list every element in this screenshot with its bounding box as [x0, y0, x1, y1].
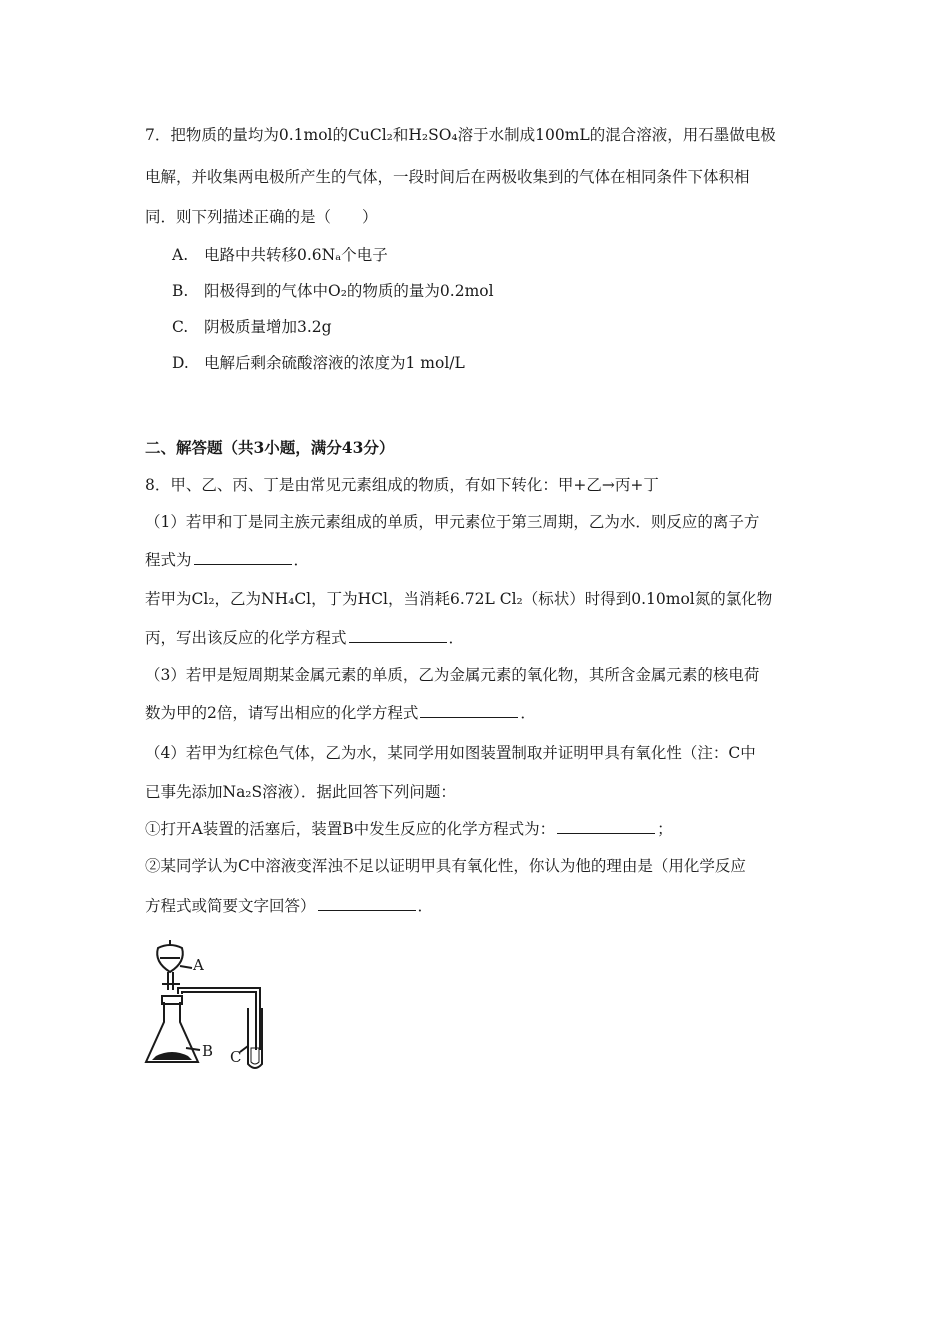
q7-line-3: 同．则下列描述正确的是（ ） [145, 208, 378, 226]
text: 丙，写出该反应的化学方程式 [145, 629, 347, 647]
answer-blank[interactable] [194, 550, 292, 565]
label-a: A [193, 956, 204, 974]
text: ． [417, 897, 434, 915]
text: 程式为 [145, 551, 192, 569]
q8-part4-line-1: （4）若甲为红棕色气体，乙为水，某同学用如图装置制取并证明甲具有氧化性（注：C中 [145, 744, 756, 762]
option-letter: D. [172, 354, 189, 372]
solid-reagent-b [152, 1052, 192, 1060]
label-c: C [230, 1048, 242, 1066]
option-letter: C. [172, 318, 189, 336]
text: 数为甲的2倍，请写出相应的化学方程式 [145, 704, 419, 722]
q8-part3-line-2 [145, 703, 536, 723]
answer-blank[interactable] [318, 896, 416, 911]
q7-option-b [172, 281, 494, 301]
q8-part4-line-2: 已事先添加Na₂S溶液）．据此回答下列问题： [145, 783, 456, 801]
q8-sub-2-line-1: ②某同学认为C中溶液变浑浊不足以证明甲具有氧化性，你认为他的理由是（用化学反应 [145, 857, 746, 875]
q8-part2-line-2 [145, 628, 464, 648]
solution-c [251, 1048, 259, 1064]
option-text: 阴极质量增加3.2g [204, 318, 332, 336]
text: 方程式或简要文字回答） [145, 897, 316, 915]
q8-part1-line-1: （1）若甲和丁是同主族元素组成的单质，甲元素位于第三周期，乙为水．则反应的离子方 [145, 513, 760, 531]
q8-part3-line-1: （3）若甲是短周期某金属元素的单质，乙为金属元素的氧化物，其所含金属元素的核电荷 [145, 666, 760, 684]
apparatus-figure [140, 938, 280, 1073]
q7-option-c [172, 317, 332, 337]
label-b-pointer [186, 1048, 200, 1050]
option-letter: A. [172, 246, 189, 264]
option-text: 阳极得到的气体中O₂的物质的量为0.2mol [204, 282, 494, 300]
text: ． [520, 704, 536, 722]
q8-sub-2-line-2 [145, 896, 433, 916]
label-a-pointer [180, 966, 192, 968]
option-letter: B. [172, 282, 189, 300]
answer-blank[interactable] [420, 703, 518, 718]
text: ； [657, 820, 673, 838]
option-text: 电路中共转移0.6Nₐ个电子 [204, 246, 388, 264]
text: ． [293, 551, 310, 569]
q7-line-2: 电解，并收集两电极所产生的气体，一段时间后在两极收集到的气体在相同条件下体积相 [145, 168, 750, 186]
q8-part2-line-1: 若甲为Cl₂，乙为NH₄Cl，丁为HCl，当消耗6.72L Cl₂（标状）时得到0.10mol氮的氯化物 [145, 590, 773, 608]
q7-option-a [172, 245, 388, 265]
answer-blank[interactable] [557, 819, 655, 834]
section-heading: 二、解答题（共3小题，满分43分） [145, 438, 395, 457]
q7-line-1: 7．把物质的量均为0.1mol的CuCl₂和H₂SO₄溶于水制成100mL的混合溶液，用石墨做电极 [145, 126, 776, 144]
q8-part1-line-2 [145, 550, 309, 570]
q7-option-d [172, 353, 465, 373]
option-text: 电解后剩余硫酸溶液的浓度为1 mol/L [204, 354, 465, 372]
q8-sub-1 [145, 819, 673, 839]
q8-intro: 8．甲、乙、丙、丁是由常见元素组成的物质，有如下转化：甲+乙→丙+丁 [145, 476, 659, 494]
answer-blank[interactable] [349, 628, 447, 643]
text: ． [448, 629, 465, 647]
label-b: B [202, 1042, 214, 1060]
text: ①打开A装置的活塞后，装置B中发生反应的化学方程式为： [145, 820, 556, 838]
